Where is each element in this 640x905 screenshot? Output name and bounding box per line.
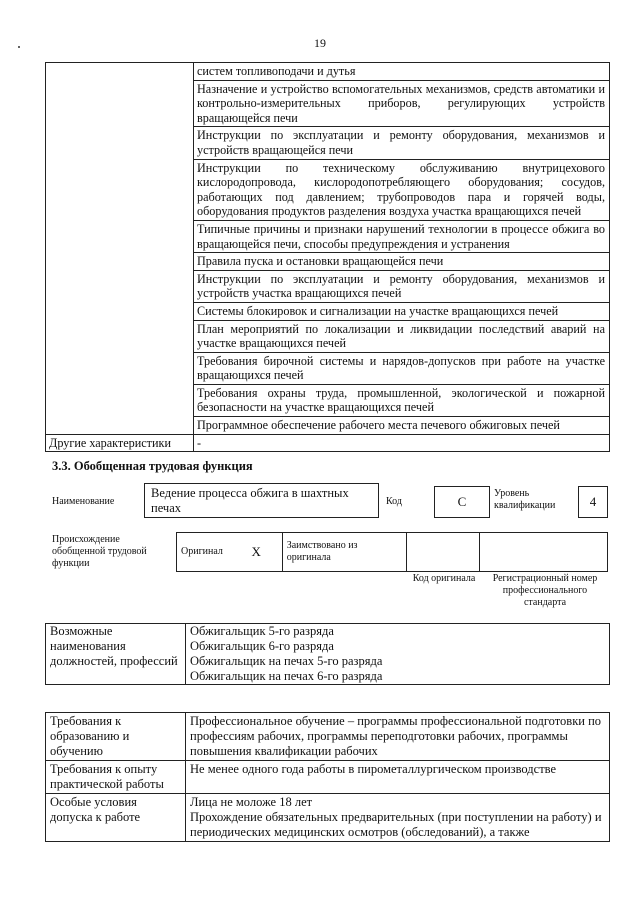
row-label-empty xyxy=(46,63,194,435)
position-item: Обжигальщик 6-го разряда xyxy=(190,639,334,653)
positions-label: Возможные наименования должностей, профессий xyxy=(46,624,186,685)
requirements-table xyxy=(45,712,610,842)
table-row xyxy=(46,794,610,842)
code-label: Код xyxy=(386,496,402,507)
position-item: Обжигальщик на печах 6-го разряда xyxy=(190,669,383,683)
requirement-value xyxy=(186,761,610,794)
requirement-label: Требования к опыту практической работы xyxy=(46,761,186,794)
origin-code-cell xyxy=(406,533,480,572)
table-row xyxy=(46,434,610,452)
knowledge-cell: Назначение и устройство вспомогательных механизмов, средств автоматики и контрольно-измерительных приборов, регулирующих устройств вращающейся печи xyxy=(194,80,610,127)
table-row xyxy=(46,713,610,761)
table-row xyxy=(46,63,610,81)
table-row xyxy=(46,761,610,794)
knowledge-cell: Инструкции по эксплуатации и ремонту оборудования, механизмов и устройств вращающейся печи xyxy=(194,127,610,159)
positions-list xyxy=(186,624,610,685)
positions-table xyxy=(45,623,610,685)
qualification-level-label: Уровень квалификации xyxy=(494,488,556,511)
knowledge-cell: Инструкции по эксплуатации и ремонту оборудования, механизмов и устройств участка вращающихся печей xyxy=(194,270,610,302)
requirement-label: Особые условия допуска к работе xyxy=(46,794,186,842)
requirement-line: Профессиональное обучение – программы профессиональной подготовки по профессиям рабочих, программы переподготовки рабочих, программы повышения квалификации рабочих xyxy=(190,714,602,758)
other-characteristics-label: Другие характеристики xyxy=(46,434,194,452)
position-item: Обжигальщик 5-го разряда xyxy=(190,624,334,638)
other-characteristics-value: - xyxy=(194,434,610,452)
qualification-level-box: 4 xyxy=(578,486,608,518)
reg-number-cell xyxy=(480,533,608,572)
knowledge-cell: систем топливоподачи и дутья xyxy=(194,63,610,81)
origin-table xyxy=(176,532,608,572)
original-mark: X xyxy=(247,533,282,572)
page-number: 19 xyxy=(314,36,326,50)
requirement-value xyxy=(186,713,610,761)
origin-label: Происхождение обобщенной трудовой функции xyxy=(52,534,147,569)
function-name-box: Ведение процесса обжига в шахтных печах xyxy=(144,483,379,518)
table-row xyxy=(46,624,610,685)
knowledge-cell: Системы блокировок и сигнализации на участке вращающихся печей xyxy=(194,302,610,320)
knowledge-cell: Типичные причины и признаки нарушений технологии в процессе обжига во вращающейся печи, способы предупреждения и устранения xyxy=(194,220,610,252)
requirement-label: Требования к образованию и обучению xyxy=(46,713,186,761)
origin-code-caption: Код оригинала xyxy=(412,573,476,584)
position-item: Обжигальщик на печах 5-го разряда xyxy=(190,654,383,668)
knowledge-cell: Правила пуска и остановки вращающейся печи xyxy=(194,253,610,271)
scan-speck xyxy=(18,46,20,48)
knowledge-cell: План мероприятий по локализации и ликвидации последствий аварий на участке вращающихся печей xyxy=(194,320,610,352)
requirement-value xyxy=(186,794,610,842)
requirement-line: Прохождение обязательных предварительных (при поступлении на работу) и периодических медицинских осмотров (обследований), а также xyxy=(190,810,602,839)
name-label: Наименование xyxy=(52,496,115,507)
section-heading: 3.3. Обобщенная трудовая функция xyxy=(52,459,253,473)
knowledge-cell: Программное обеспечение рабочего места печевого обжиговых печей xyxy=(194,417,610,435)
knowledge-cell: Требования бирочной системы и нарядов-допусков при работе на участке вращающихся печей xyxy=(194,352,610,384)
requirement-line: Лица не моложе 18 лет xyxy=(190,795,313,809)
continuation-table xyxy=(45,62,610,452)
function-code-box: C xyxy=(434,486,490,518)
original-label: Оригинал xyxy=(177,533,248,572)
knowledge-cell: Требования охраны труда, промышленной, экологической и пожарной безопасности на участке вращающихся печей xyxy=(194,384,610,416)
reg-number-caption: Регистрационный номер профессионального стандарта xyxy=(492,573,598,608)
requirement-line: Не менее одного года работы в пирометаллургическом производстве xyxy=(190,762,557,776)
borrowed-label: Заимствовано из оригинала xyxy=(282,533,406,572)
knowledge-cell: Инструкции по техническому обслуживанию внутрицехового кислородопровода, кислородопотребляющего оборудования; сосудов, работающих под давлением; трубопроводов пара и горячей воды, оборудования продуктов разделения воздуха участка вращающихся печей xyxy=(194,159,610,220)
